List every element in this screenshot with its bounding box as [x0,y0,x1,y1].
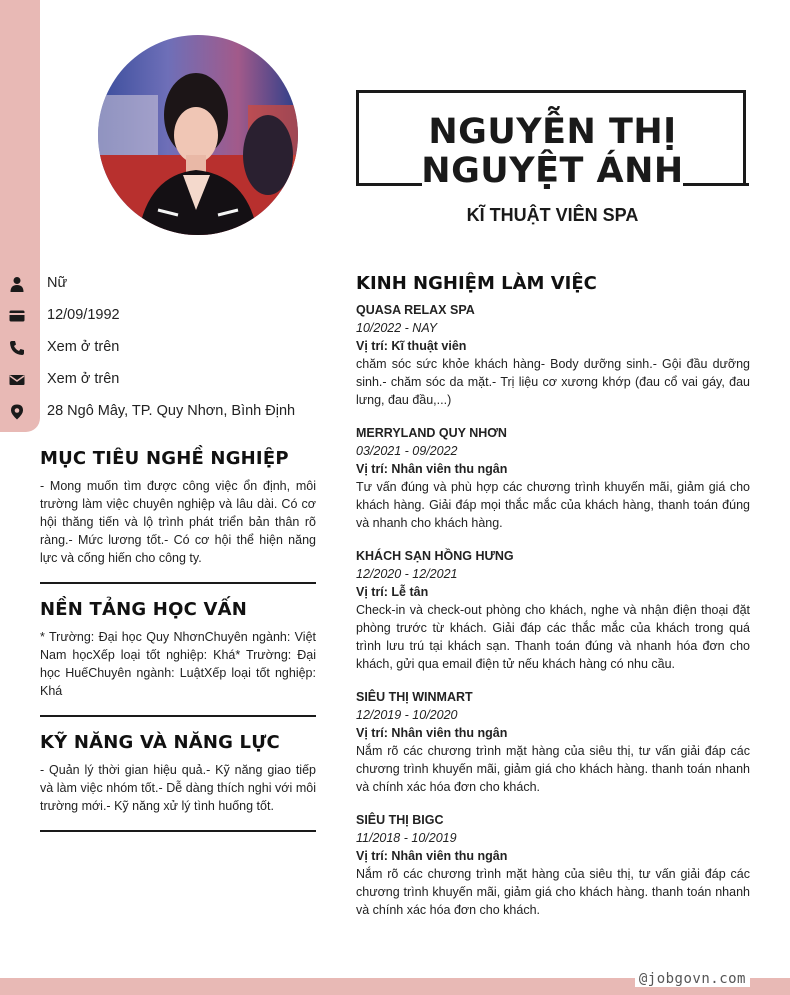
work-period: 10/2022 - NAY [356,321,438,335]
work-description: Nắm rõ các chương trình mặt hàng của siêu thị, tư vấn giải đáp các chương trình khuyến mãi, giảm giá cho khách hàng. thanh toán nhanh và chính xác hóa đơn cho khách. [356,867,750,917]
education-section [40,599,316,700]
name-line-2: NGUYỆT ÁNH [421,151,684,191]
work-description: Check-in và check-out phòng cho khách, nghe và nhận điện thoại đặt phòng trước từ khách. Giải đáp các thắc mắc của khách trong quá trình lưu trú tại khách sạn. Thanh toán đúng và nhanh hóa đơn cho khách, gửi qua email điện tử nếu khách hàng có nhu cầu. [356,603,750,671]
work-role: Vị trí: Lễ tân [356,585,429,599]
phone-icon [9,340,25,356]
skills-body: - Quản lý thời gian hiệu quả.- Kỹ năng giao tiếp và làm việc nhóm tốt.- Dễ dàng thích nghi với môi trường mới.- Kỹ năng xử lý tình huống tốt. [40,763,316,813]
divider [40,830,316,832]
objective-section [40,448,316,567]
work-description: Nắm rõ các chương trình mặt hàng của siêu thị, tư vấn giải đáp các chương trình khuyến mãi, giảm giá cho khách hàng. thanh toán nhanh và chính xác hóa đơn cho khách. [356,744,750,794]
experience-item [356,811,750,919]
company-name: SIÊU THỊ BIGC [356,813,444,827]
skills-section [40,732,316,815]
contact-email [0,366,320,394]
experience-item [356,424,750,532]
objective-body: - Mong muốn tìm được công việc ổn định, môi trường làm việc chuyên nghiệp và lâu dài. Có cơ hội thăng tiến và lộ trình phát triển bản thân rõ ràng.- Mức lương tốt.- Có cơ hội thể hiện năng lực và cống hiến cho công ty. [40,479,316,565]
company-name: MERRYLAND QUY NHƠN [356,426,507,440]
watermark: @jobgovn.com [635,971,750,987]
work-role: Vị trí: Nhân viên thu ngân [356,849,508,863]
contact-address [0,398,320,426]
work-role: Vị trí: Kĩ thuật viên [356,339,467,353]
work-period: 12/2020 - 12/2021 [356,567,458,581]
work-role: Vị trí: Nhân viên thu ngân [356,462,508,476]
card-icon [9,308,25,324]
work-description: Tư vấn đúng và phù hợp các chương trình khuyến mãi, giảm giá cho khách hàng. Giải đáp mọi thắc mắc của khách hàng, thanh toán đúng và nhanh cho khách hàng. [356,480,750,530]
person-icon [9,276,25,292]
divider [40,715,316,717]
work-role: Vị trí: Nhân viên thu ngân [356,726,508,740]
experience-item [356,688,750,796]
work-description: chăm sóc sức khỏe khách hàng- Body dưỡng sinh.- Gội đầu dưỡng sinh.- chăm sóc da mặt.- Trị liệu cơ xương khớp (đau cổ vai gáy, đau lưng, đau đầu,...) [356,357,750,407]
objective-title: MỤC TIÊU NGHỀ NGHIỆP [40,448,289,469]
birthdate-value: 12/09/1992 [47,307,120,323]
skills-title: KỸ NĂNG VÀ NĂNG LỰC [40,732,280,753]
education-body: * Trường: Đại học Quy NhơnChuyên ngành: Việt Nam họcXếp loại tốt nghiệp: Khá* Trường: Đại học HuếChuyên ngành: LuậtXếp loại tốt nghiệp: Khá [40,630,316,698]
work-period: 12/2019 - 10/2020 [356,708,458,722]
divider [40,582,316,584]
company-name: QUASA RELAX SPA [356,303,475,317]
job-title: KĨ THUẬT VIÊN SPA [466,205,639,225]
contact-phone [0,334,320,362]
mail-icon [9,372,25,388]
experience-title: KINH NGHIỆM LÀM VIỆC [356,273,597,294]
company-name: SIÊU THỊ WINMART [356,690,473,704]
education-title: NỀN TẢNG HỌC VẤN [40,599,247,620]
phone-value: Xem ở trên [47,339,120,355]
experience-item [356,301,750,409]
experience-item [356,547,750,673]
work-period: 11/2018 - 10/2019 [356,831,457,845]
company-name: KHÁCH SẠN HỒNG HƯNG [356,549,514,563]
contact-birthdate [0,302,320,330]
gender-value: Nữ [47,275,68,291]
name-line-1: NGUYỄN THỊ [428,112,677,152]
contact-gender [0,270,320,298]
work-period: 03/2021 - 09/2022 [356,444,458,458]
avatar [98,35,298,235]
full-name [356,113,749,191]
location-icon [9,404,25,420]
address-value: 28 Ngô Mây, TP. Quy Nhơn, Bình Định [47,403,296,419]
email-value: Xem ở trên [47,371,120,387]
